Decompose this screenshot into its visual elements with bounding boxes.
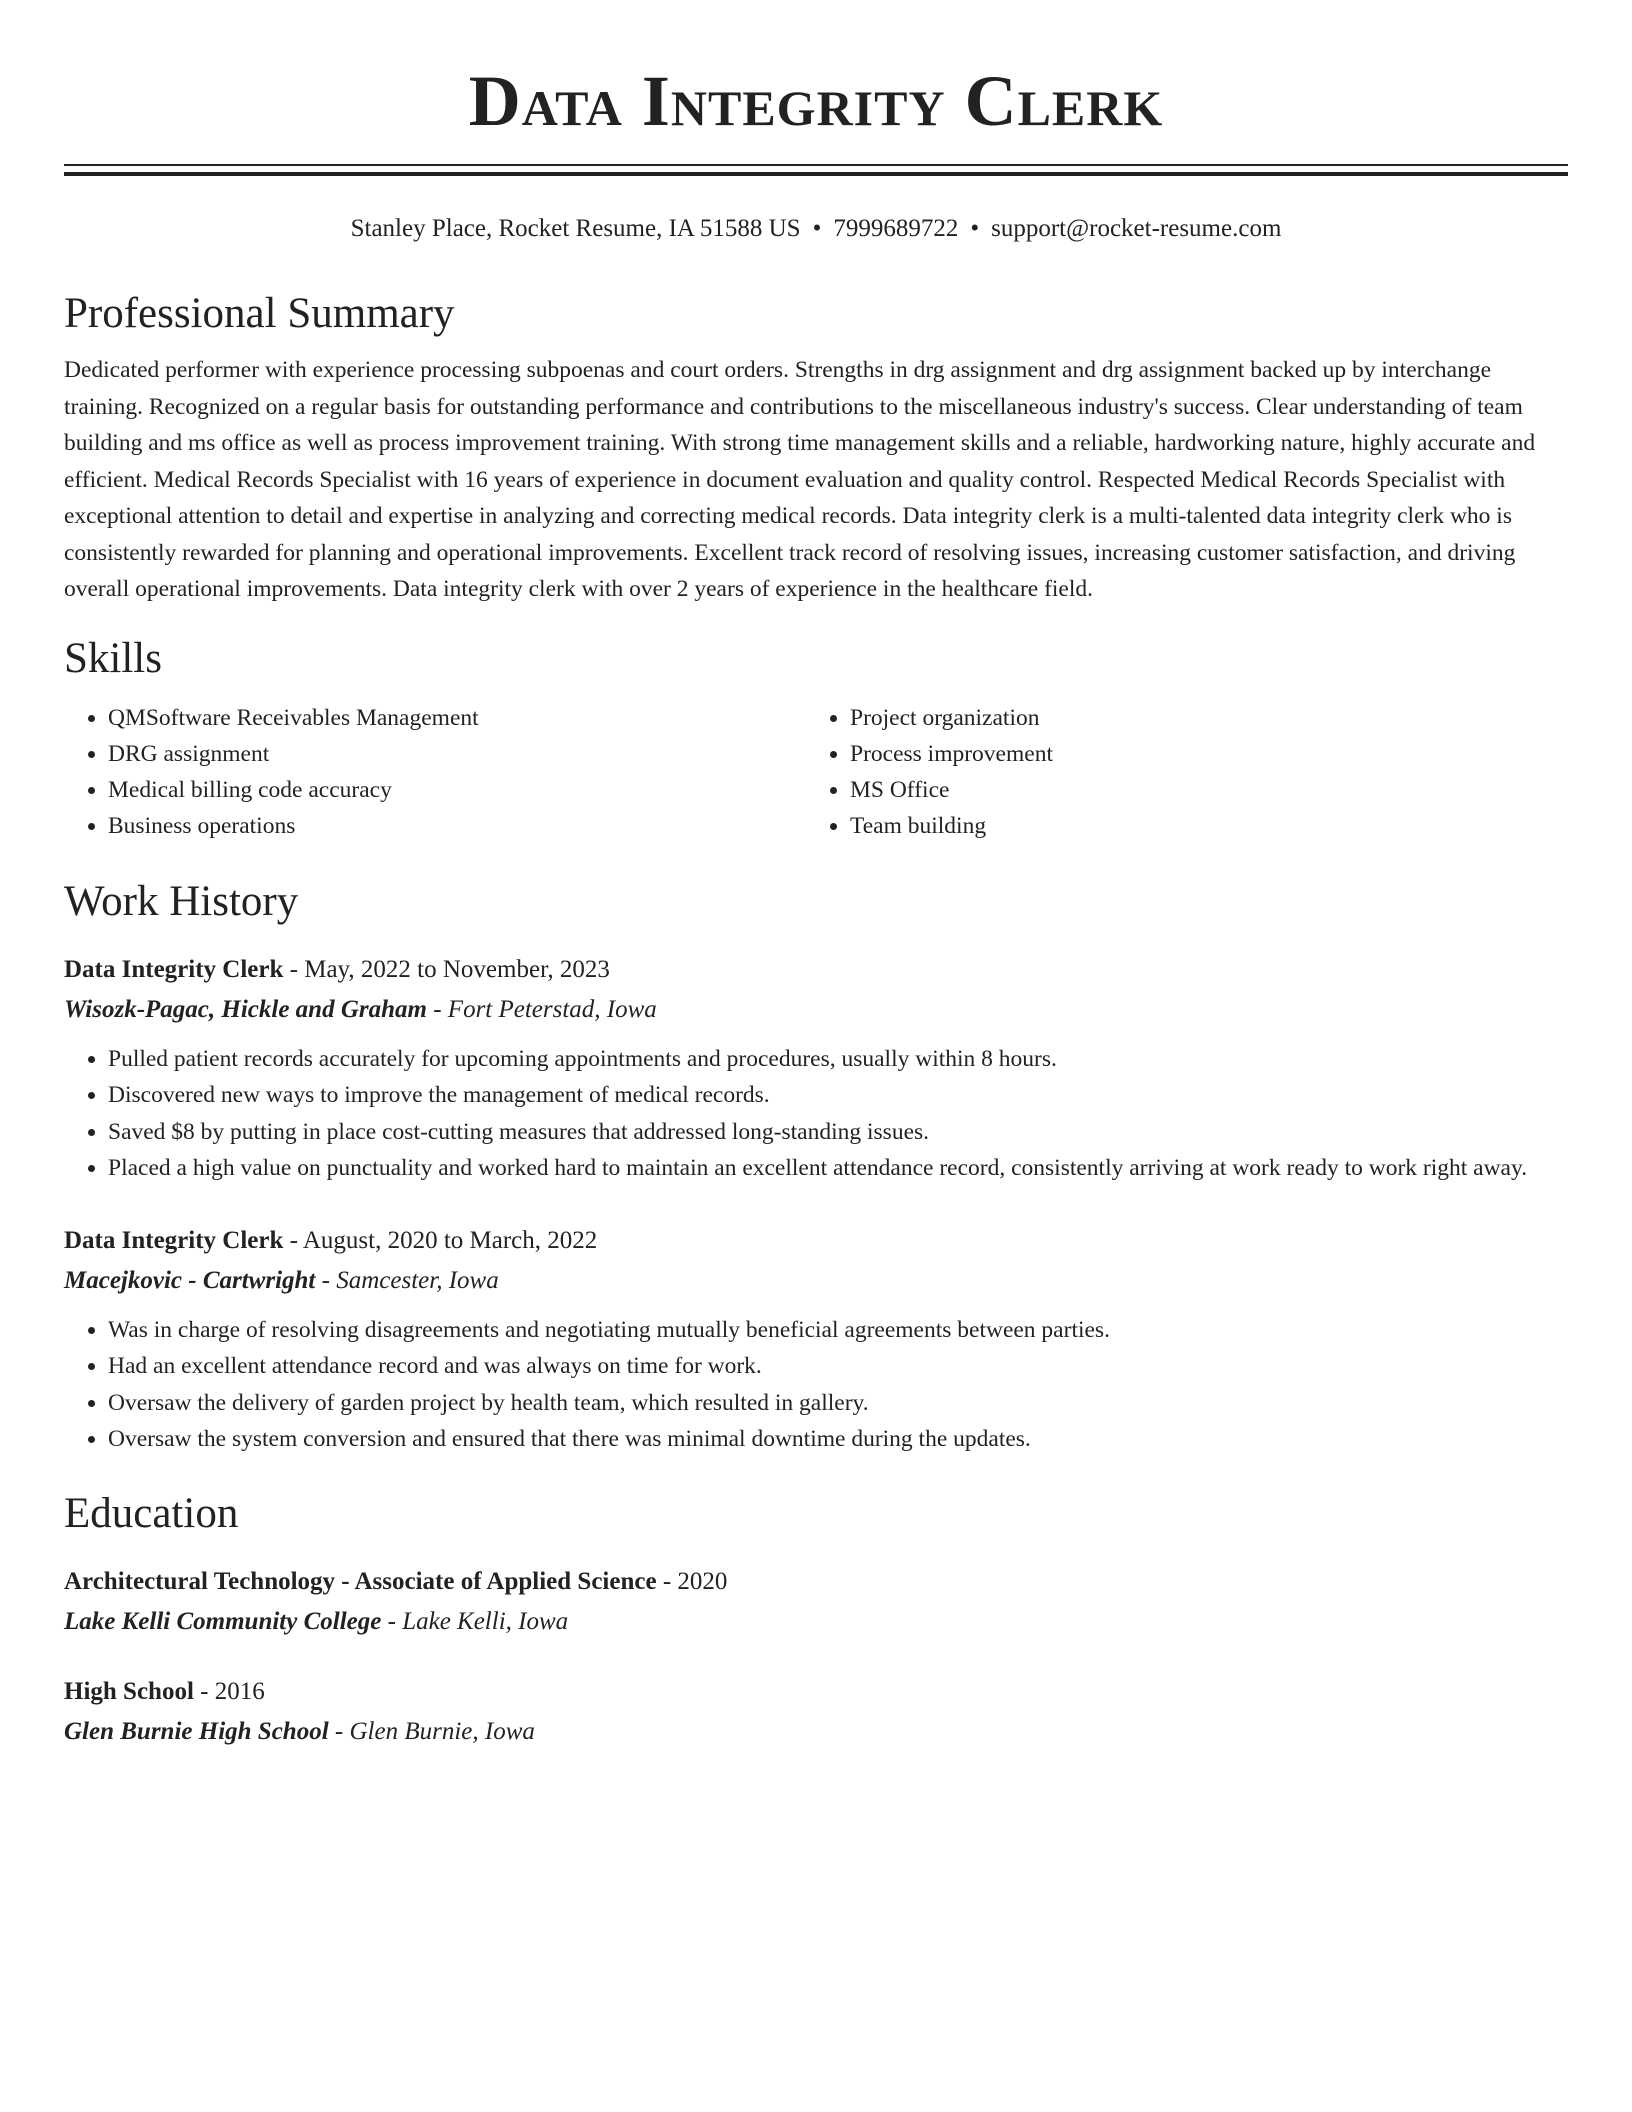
skill-item: • Project organization	[850, 700, 1546, 736]
job-location: Fort Peterstad, Iowa	[447, 995, 657, 1023]
contact-separator: •	[812, 215, 822, 242]
job-bullet: • Oversaw the delivery of garden project by health team, which resulted in gallery.	[108, 1385, 1568, 1422]
job-bullet: • Had an excellent attendance record and was always on time for work.	[108, 1348, 1568, 1385]
summary-heading: Professional Summary	[64, 290, 455, 337]
skill-item: • MS Office	[850, 772, 1546, 808]
skill-item: • Process improvement	[850, 736, 1546, 772]
job-dates: May, 2022 to November, 2023	[304, 955, 610, 983]
skill-item: • DRG assignment	[108, 736, 806, 772]
education-location: Glen Burnie, Iowa	[349, 1717, 535, 1745]
education-school: Lake Kelli Community College	[64, 1607, 382, 1635]
job-entry	[64, 950, 1568, 1187]
contact-address: Stanley Place, Rocket Resume, IA 51588 US	[350, 215, 801, 242]
job-bullet: • Saved $8 by putting in place cost-cutting measures that addressed long-standing issues.	[108, 1114, 1568, 1151]
education-degree: High School	[64, 1677, 194, 1705]
job-entry	[64, 1221, 1568, 1458]
education-entry	[64, 1672, 1568, 1752]
contact-line	[64, 213, 1568, 245]
job-title-line: Data Integrity Clerk - August, 2020 to March, 2022	[64, 1226, 598, 1254]
skill-item: • Business operations	[108, 808, 806, 844]
education-year: 2016	[214, 1677, 265, 1705]
job-company-line: Macejkovic - Cartwright - Samcester, Iowa	[64, 1266, 499, 1294]
contact-email: support@rocket-resume.com	[991, 215, 1282, 242]
header-divider	[64, 164, 1568, 176]
job-bullets	[64, 1041, 1568, 1187]
job-company: Wisozk-Pagac, Hickle and Graham	[64, 995, 427, 1023]
job-bullet: • Oversaw the system conversion and ensured that there was minimal downtime during the updates.	[108, 1421, 1568, 1458]
skills-column-right	[806, 700, 1546, 844]
job-bullet: • Placed a high value on punctuality and worked hard to maintain an excellent attendance record, consistently arriving at work ready to work right away.	[108, 1150, 1568, 1187]
skill-item: • QMSoftware Receivables Management	[108, 700, 806, 736]
job-title-line: Data Integrity Clerk - May, 2022 to November, 2023	[64, 955, 610, 983]
education-degree-line: High School - 2016	[64, 1677, 265, 1705]
education-degree-line: Architectural Technology - Associate of Applied Science - 2020	[64, 1567, 728, 1595]
job-bullet: • Was in charge of resolving disagreements and negotiating mutually beneficial agreements between parties.	[108, 1312, 1568, 1349]
skill-item: • Medical billing code accuracy	[108, 772, 806, 808]
job-location: Samcester, Iowa	[336, 1266, 499, 1294]
education-heading: Education	[64, 1489, 239, 1537]
job-company-line: Wisozk-Pagac, Hickle and Graham - Fort Peterstad, Iowa	[64, 995, 657, 1023]
education-entry	[64, 1562, 1568, 1642]
skills-column-left	[64, 700, 806, 844]
job-title: Data Integrity Clerk	[64, 1226, 284, 1254]
education-location: Lake Kelli, Iowa	[402, 1607, 569, 1635]
contact-separator: •	[970, 215, 980, 242]
divider-thin-line	[64, 164, 1568, 166]
education-school-line: Lake Kelli Community College - Lake Kelli, Iowa	[64, 1607, 569, 1635]
work-history-heading: Work History	[64, 877, 299, 925]
job-bullet: • Discovered new ways to improve the management of medical records.	[108, 1077, 1568, 1114]
job-title: Data Integrity Clerk	[64, 955, 284, 983]
job-dates: August, 2020 to March, 2022	[302, 1226, 598, 1254]
education-year: 2020	[677, 1567, 728, 1595]
job-bullet: • Pulled patient records accurately for upcoming appointments and procedures, usually within 8 hours.	[108, 1041, 1568, 1078]
skills-list	[64, 700, 1568, 844]
education-school-line: Glen Burnie High School - Glen Burnie, Iowa	[64, 1717, 535, 1745]
education-degree: Architectural Technology - Associate of Applied Science	[64, 1567, 657, 1595]
skills-heading: Skills	[64, 634, 162, 682]
contact-phone: 7999689722	[833, 215, 959, 242]
resume-name: Data Integrity Clerk	[468, 61, 1164, 141]
job-company: Macejkovic - Cartwright	[64, 1266, 316, 1294]
skill-item: • Team building	[850, 808, 1546, 844]
summary-text: Dedicated performer with experience processing subpoenas and court orders. Strengths in drg assignment and drg assignment backed up by interchange training. Recognized on a regular basis for outstanding performance and contributions to the miscellaneous industry's success. Clear understanding of team building and ms office as well as process improvement training. With strong time management skills and a reliable, hardworking nature, highly accurate and efficient. Medical Records Specialist with 16 years of experience in document evaluation and quality control. Respected Medical Records Specialist with exceptional attention to detail and expertise in analyzing and correcting medical records. Data integrity clerk is a multi-talented data integrity clerk who is consistently rewarded for planning and operational improvements. Excellent track record of resolving issues, increasing customer satisfaction, and driving overall operational improvements. Data integrity clerk with over 2 years of experience in the healthcare field.	[64, 357, 1536, 602]
education-school: Glen Burnie High School	[64, 1717, 329, 1745]
divider-thick-line	[64, 172, 1568, 176]
job-bullets	[64, 1312, 1568, 1458]
